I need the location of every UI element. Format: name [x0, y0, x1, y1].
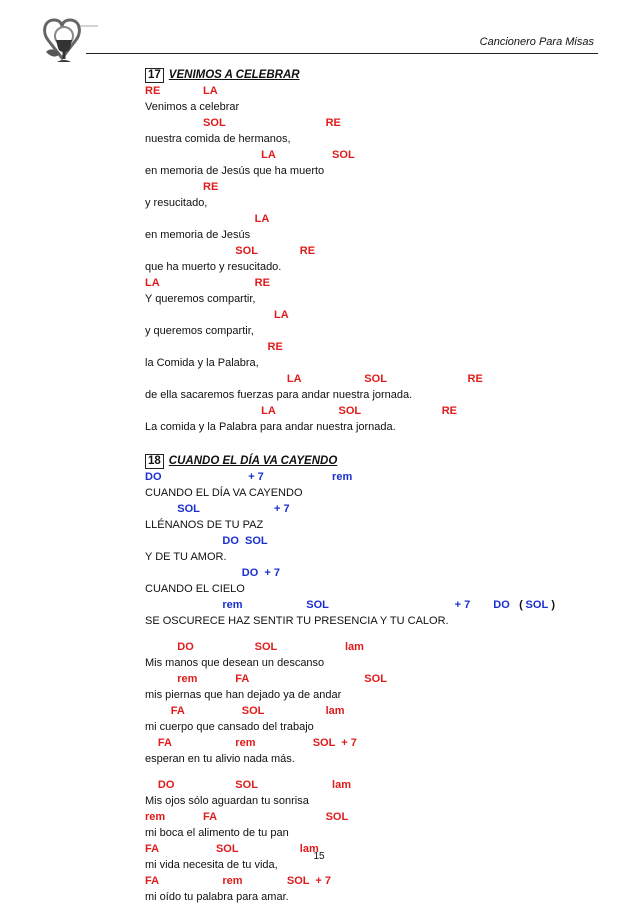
chord: FA: [145, 843, 160, 855]
chord: SOL: [235, 779, 258, 791]
lyric-line: en memoria de Jesús: [145, 229, 251, 241]
chord-line: [145, 307, 605, 323]
lyric-line: CUANDO EL CIELO: [145, 583, 245, 595]
chord: FA: [145, 875, 160, 887]
lyric-line: de ella sacaremos fuerzas para andar nuestra jornada.: [145, 389, 413, 401]
chord: RE: [299, 245, 316, 257]
chord: rem: [145, 811, 166, 823]
chord: SOL: [306, 599, 329, 611]
lyric-line: La comida y la Palabra para andar nuestra jornada.: [145, 421, 396, 433]
chord: lam: [325, 705, 345, 717]
lyric-line: mis piernas que han dejado ya de andar: [145, 689, 342, 701]
songbook-content: [145, 67, 605, 905]
chord: rem: [222, 875, 243, 887]
chord-line: [145, 777, 605, 793]
chord: LA: [145, 277, 160, 289]
chord: DO: [157, 779, 175, 791]
chord: DO: [493, 599, 510, 611]
chord-line: [145, 275, 605, 291]
lyric-line: en memoria de Jesús que ha muerto: [145, 165, 325, 177]
chord: DO: [145, 471, 162, 483]
chord-line: [145, 735, 605, 751]
lyric-line: Venimos a celebrar: [145, 101, 240, 113]
chord-line: [145, 565, 605, 581]
chord: lam: [332, 779, 352, 791]
chord: RE: [325, 117, 341, 129]
song-18: [145, 453, 605, 905]
song-number: 18: [145, 454, 164, 469]
page-number: 15: [313, 851, 325, 862]
chord-line: [145, 671, 605, 687]
chord: SOL: [241, 705, 265, 717]
chord-line: [145, 809, 605, 825]
lyric-line: esperan en tu alivio nada más.: [145, 753, 295, 765]
chord: SOL: [235, 245, 258, 257]
stanza-gap: [145, 629, 605, 639]
chord: LA: [286, 373, 302, 385]
chord: RE: [254, 277, 270, 289]
lyric-line: mi cuerpo que cansado del trabajo: [145, 721, 314, 733]
lyric-line: mi oído tu palabra para amar.: [145, 891, 289, 903]
lyric-line: mi vida necesita de tu vida,: [145, 859, 278, 871]
chord: SOL: [254, 641, 278, 653]
chord-line: [145, 147, 605, 163]
chord: SOL + 7: [312, 737, 357, 749]
chord: LA: [254, 213, 270, 225]
chord: SOL: [364, 373, 387, 385]
lyric-line: LLÉNANOS DE TU PAZ: [145, 519, 264, 531]
chord-line: [145, 403, 605, 419]
lyric-line: Mis manos que desean un descanso: [145, 657, 325, 669]
chord: SOL: [332, 149, 355, 161]
song-title: [145, 453, 605, 469]
chord: SOL: [364, 673, 387, 685]
chord-line: [145, 339, 605, 355]
chord: SOL: [203, 117, 226, 129]
lyric-line: la Comida y la Palabra,: [145, 357, 259, 369]
chord: SOL: [177, 503, 200, 515]
chord: LA: [274, 309, 289, 321]
song-number: 17: [145, 68, 164, 83]
lyric-line: y queremos compartir,: [145, 325, 254, 337]
chord: rem: [332, 471, 353, 483]
chord: RE: [441, 405, 457, 417]
chord-line: [145, 179, 605, 195]
lyric-line: CUANDO EL DÍA VA CAYENDO: [145, 487, 303, 499]
chord: RE: [145, 85, 161, 97]
lyric-line: Mis ojos sólo aguardan tu sonrisa: [145, 795, 309, 807]
chord-line: [145, 533, 605, 549]
chord: FA: [157, 737, 172, 749]
chord: FA: [170, 705, 185, 717]
chord: SOL: [215, 843, 239, 855]
chord: LA: [261, 405, 276, 417]
lyric-line: Y queremos compartir,: [145, 293, 256, 305]
header-title: Cancionero Para Misas: [479, 36, 594, 48]
song-title: [145, 67, 605, 83]
chord: rem: [222, 599, 243, 611]
chord: DO SOL: [222, 535, 268, 547]
lyric-line: nuestra comida de hermanos,: [145, 133, 291, 145]
song-title-text: VENIMOS A CELEBRAR: [168, 69, 300, 81]
chord-line: [145, 597, 605, 613]
chord-line: [145, 873, 605, 889]
chalice-host-heart-icon: [40, 16, 102, 68]
lyric-line: Y DE TU AMOR.: [145, 551, 227, 563]
chord: SOL + 7: [286, 875, 332, 887]
chord-line: [145, 243, 605, 259]
chord: FA: [235, 673, 250, 685]
chord: LA: [203, 85, 218, 97]
chord: DO: [177, 641, 194, 653]
chord: + 7: [274, 503, 290, 515]
chord-line: [145, 469, 605, 485]
chord: ): [551, 599, 556, 611]
chord: lam: [344, 641, 364, 653]
chord: + 7: [454, 599, 471, 611]
chord: DO + 7: [241, 567, 280, 579]
chord-line: [145, 211, 605, 227]
chord: RE: [267, 341, 283, 353]
chord: SOL: [338, 405, 362, 417]
chord-line: [145, 703, 605, 719]
chord-line: [145, 371, 605, 387]
header-divider: [86, 53, 598, 54]
chord-line: [145, 639, 605, 655]
lyric-line: mi boca el alimento de tu pan: [145, 827, 289, 839]
chord: + 7: [248, 471, 264, 483]
chord: rem: [177, 673, 198, 685]
chord: SOL: [525, 599, 549, 611]
chord-line: [145, 115, 605, 131]
chord: LA: [261, 149, 276, 161]
stanza-gap: [145, 767, 605, 777]
chord: RE: [467, 373, 483, 385]
lyric-line: y resucitado,: [145, 197, 208, 209]
song-17: [145, 67, 605, 435]
chord: SOL: [325, 811, 349, 823]
chord-line: [145, 83, 605, 99]
chord: lam: [299, 843, 319, 855]
lyric-line: que ha muerto y resucitado.: [145, 261, 282, 273]
chord: FA: [203, 811, 218, 823]
song-title-text: CUANDO EL DÍA VA CAYENDO: [168, 455, 338, 467]
lyric-line: SE OSCURECE HAZ SENTIR TU PRESENCIA Y TU CALOR.: [145, 615, 449, 627]
chord: (: [519, 599, 523, 611]
chord: rem: [235, 737, 256, 749]
chord-line: [145, 501, 605, 517]
chord: RE: [203, 181, 219, 193]
